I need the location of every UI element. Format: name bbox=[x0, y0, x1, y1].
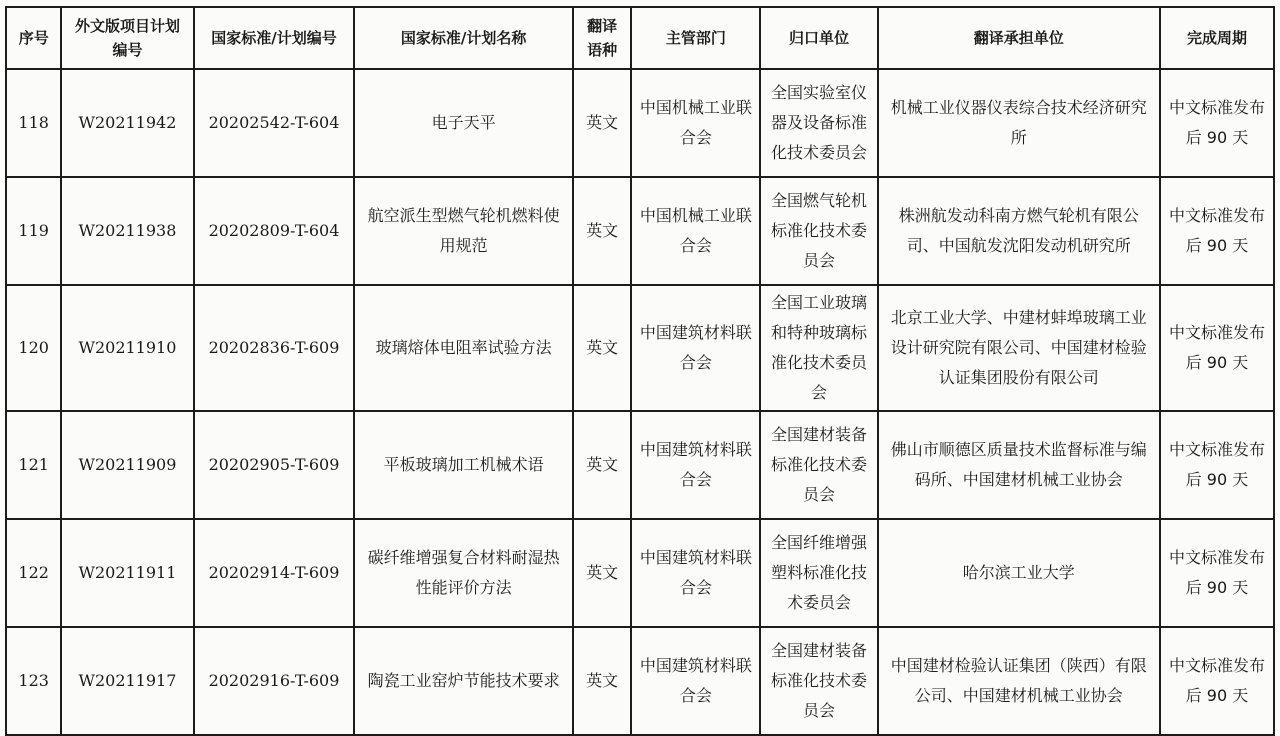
cell-foreign-no: W20211938 bbox=[61, 177, 193, 285]
table-row bbox=[6, 627, 1274, 735]
document-page bbox=[5, 6, 1275, 718]
cell-translator: 机械工业仪器仪表综合技术经济研究所 bbox=[878, 69, 1160, 177]
header-foreign-no: 外文版项目计划编号 bbox=[61, 7, 193, 69]
header-unit: 归口单位 bbox=[760, 7, 877, 69]
cell-dept: 中国机械工业联合会 bbox=[631, 177, 760, 285]
cell-foreign-no: W20211917 bbox=[61, 627, 193, 735]
header-std-no: 国家标准/计划编号 bbox=[194, 7, 355, 69]
cell-foreign-no: W20211942 bbox=[61, 69, 193, 177]
cell-std-name: 碳纤维增强复合材料耐湿热性能评价方法 bbox=[354, 519, 572, 627]
cell-std-name: 玻璃熔体电阻率试验方法 bbox=[354, 285, 572, 411]
cell-unit: 全国建材装备标准化技术委员会 bbox=[760, 627, 877, 735]
cell-seq: 118 bbox=[6, 69, 61, 177]
table-row bbox=[6, 177, 1274, 285]
header-lang: 翻译语种 bbox=[573, 7, 632, 69]
cell-lang: 英文 bbox=[573, 177, 632, 285]
cell-std-no: 20202809-T-604 bbox=[194, 177, 355, 285]
cell-seq: 120 bbox=[6, 285, 61, 411]
cell-dept: 中国建筑材料联合会 bbox=[631, 627, 760, 735]
cell-cycle: 中文标准发布后 90 天 bbox=[1160, 285, 1274, 411]
cell-dept: 中国建筑材料联合会 bbox=[631, 285, 760, 411]
cell-seq: 123 bbox=[6, 627, 61, 735]
header-std-name: 国家标准/计划名称 bbox=[354, 7, 572, 69]
cell-dept: 中国建筑材料联合会 bbox=[631, 519, 760, 627]
table-row bbox=[6, 69, 1274, 177]
table-row bbox=[6, 411, 1274, 519]
header-cycle: 完成周期 bbox=[1160, 7, 1274, 69]
cell-seq: 119 bbox=[6, 177, 61, 285]
cell-lang: 英文 bbox=[573, 285, 632, 411]
cell-lang: 英文 bbox=[573, 411, 632, 519]
cell-std-no: 20202916-T-609 bbox=[194, 627, 355, 735]
cell-cycle: 中文标准发布后 90 天 bbox=[1160, 627, 1274, 735]
header-seq: 序号 bbox=[6, 7, 61, 69]
cell-seq: 121 bbox=[6, 411, 61, 519]
cell-std-no: 20202542-T-604 bbox=[194, 69, 355, 177]
header-translator: 翻译承担单位 bbox=[878, 7, 1160, 69]
cell-cycle: 中文标准发布后 90 天 bbox=[1160, 411, 1274, 519]
cell-seq: 122 bbox=[6, 519, 61, 627]
cell-std-name: 航空派生型燃气轮机燃料使用规范 bbox=[354, 177, 572, 285]
cell-translator: 株洲航发动科南方燃气轮机有限公司、中国航发沈阳发动机研究所 bbox=[878, 177, 1160, 285]
cell-std-name: 陶瓷工业窑炉节能技术要求 bbox=[354, 627, 572, 735]
cell-unit: 全国建材装备标准化技术委员会 bbox=[760, 411, 877, 519]
cell-std-no: 20202914-T-609 bbox=[194, 519, 355, 627]
header-row bbox=[6, 7, 1274, 69]
cell-dept: 中国建筑材料联合会 bbox=[631, 411, 760, 519]
cell-unit: 全国燃气轮机标准化技术委员会 bbox=[760, 177, 877, 285]
table-row bbox=[6, 519, 1274, 627]
cell-foreign-no: W20211911 bbox=[61, 519, 193, 627]
cell-std-no: 20202836-T-609 bbox=[194, 285, 355, 411]
cell-cycle: 中文标准发布后 90 天 bbox=[1160, 177, 1274, 285]
table-row bbox=[6, 285, 1274, 411]
cell-dept: 中国机械工业联合会 bbox=[631, 69, 760, 177]
standards-table bbox=[5, 6, 1275, 736]
cell-lang: 英文 bbox=[573, 627, 632, 735]
cell-translator: 哈尔滨工业大学 bbox=[878, 519, 1160, 627]
cell-translator: 佛山市顺德区质量技术监督标准与编码所、中国建材机械工业协会 bbox=[878, 411, 1160, 519]
cell-foreign-no: W20211909 bbox=[61, 411, 193, 519]
cell-cycle: 中文标准发布后 90 天 bbox=[1160, 69, 1274, 177]
cell-lang: 英文 bbox=[573, 519, 632, 627]
cell-lang: 英文 bbox=[573, 69, 632, 177]
cell-unit: 全国纤维增强塑料标准化技术委员会 bbox=[760, 519, 877, 627]
cell-foreign-no: W20211910 bbox=[61, 285, 193, 411]
header-dept: 主管部门 bbox=[631, 7, 760, 69]
cell-std-name: 平板玻璃加工机械术语 bbox=[354, 411, 572, 519]
cell-unit: 全国工业玻璃和特种玻璃标准化技术委员会 bbox=[760, 285, 877, 411]
cell-cycle: 中文标准发布后 90 天 bbox=[1160, 519, 1274, 627]
cell-unit: 全国实验室仪器及设备标准化技术委员会 bbox=[760, 69, 877, 177]
cell-std-no: 20202905-T-609 bbox=[194, 411, 355, 519]
cell-std-name: 电子天平 bbox=[354, 69, 572, 177]
cell-translator: 中国建材检验认证集团（陕西）有限公司、中国建材机械工业协会 bbox=[878, 627, 1160, 735]
cell-translator: 北京工业大学、中建材蚌埠玻璃工业设计研究院有限公司、中国建材检验认证集团股份有限公司 bbox=[878, 285, 1160, 411]
